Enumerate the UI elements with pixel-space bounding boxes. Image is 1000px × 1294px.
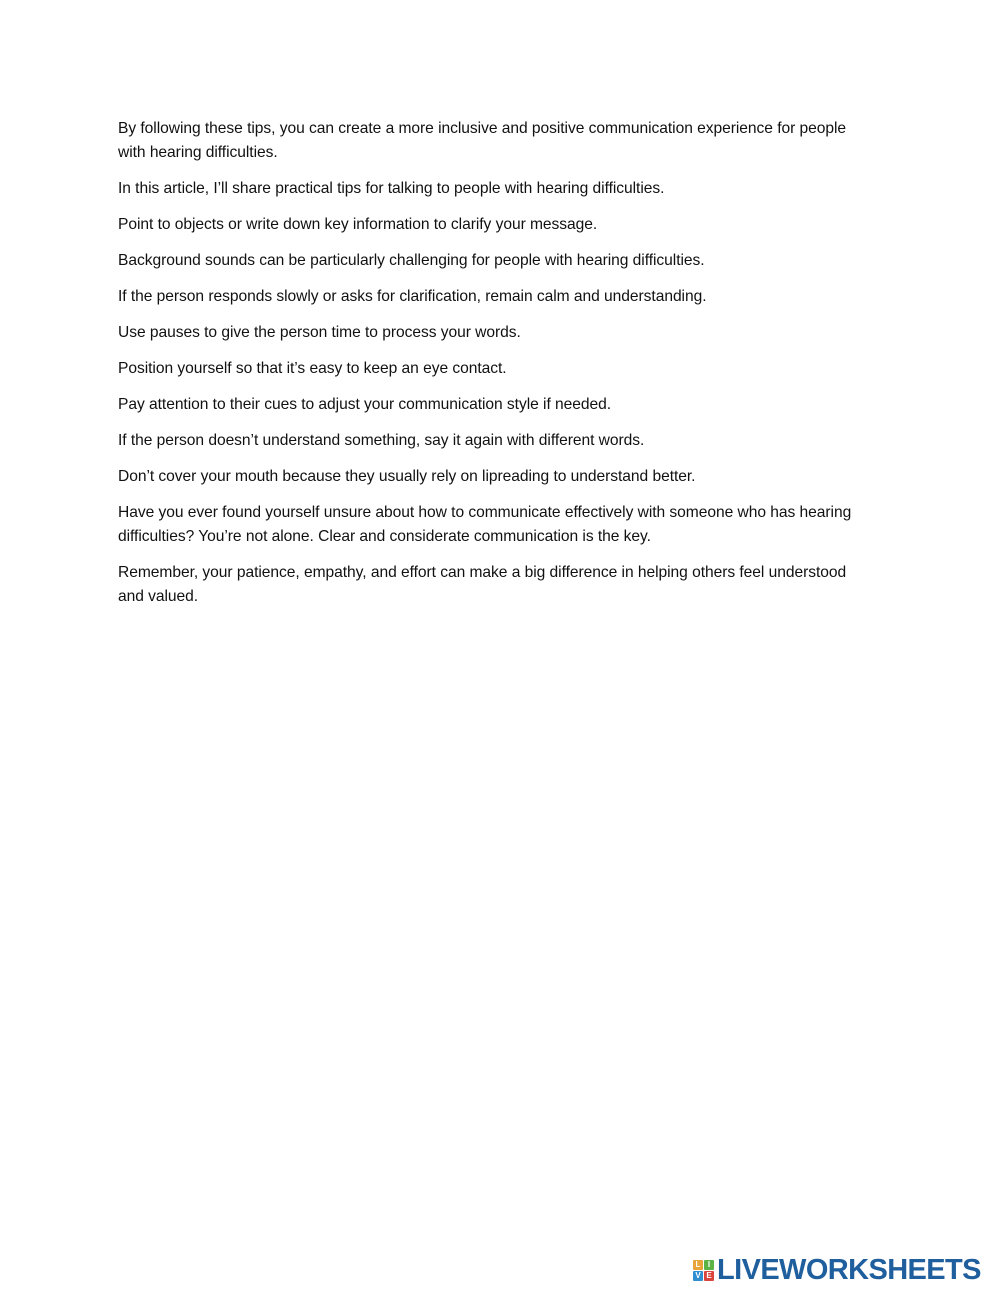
logo-letter-i: I <box>704 1260 714 1270</box>
logo-mark-icon <box>693 1260 714 1281</box>
logo-wordmark: LIVEWORKSHEETS <box>717 1254 981 1286</box>
paragraph-list <box>118 117 863 621</box>
logo-letter-e: E <box>704 1271 714 1281</box>
paragraph-5: If the person responds slowly or asks for clarification, remain calm and understanding. <box>118 288 707 305</box>
liveworksheets-logo <box>693 1255 981 1285</box>
paragraph-4: Background sounds can be particularly challenging for people with hearing difficulties. <box>118 252 705 269</box>
paragraph-9: If the person doesn’t understand something, say it again with different words. <box>118 432 645 449</box>
paragraph-1: By following these tips, you can create a more inclusive and positive communication experience for people with hearing difficulties. <box>118 120 847 161</box>
paragraph-7: Position yourself so that it’s easy to keep an eye contact. <box>118 360 507 377</box>
paragraph-3: Point to objects or write down key information to clarify your message. <box>118 216 598 233</box>
paragraph-6: Use pauses to give the person time to process your words. <box>118 324 521 341</box>
paragraph-11: Have you ever found yourself unsure about how to communicate effectively with someone who has hearing difficulties? You’re not alone. Clear and considerate communication is the key. <box>118 504 852 545</box>
paragraph-8: Pay attention to their cues to adjust your communication style if needed. <box>118 396 612 413</box>
logo-letter-l: L <box>693 1260 703 1270</box>
paragraph-2: In this article, I’ll share practical tips for talking to people with hearing difficulties. <box>118 180 665 197</box>
paragraph-10: Don’t cover your mouth because they usually rely on lipreading to understand better. <box>118 468 696 485</box>
logo-letter-v: V <box>693 1271 703 1281</box>
paragraph-12: Remember, your patience, empathy, and effort can make a big difference in helping others feel understood and valued. <box>118 564 847 605</box>
